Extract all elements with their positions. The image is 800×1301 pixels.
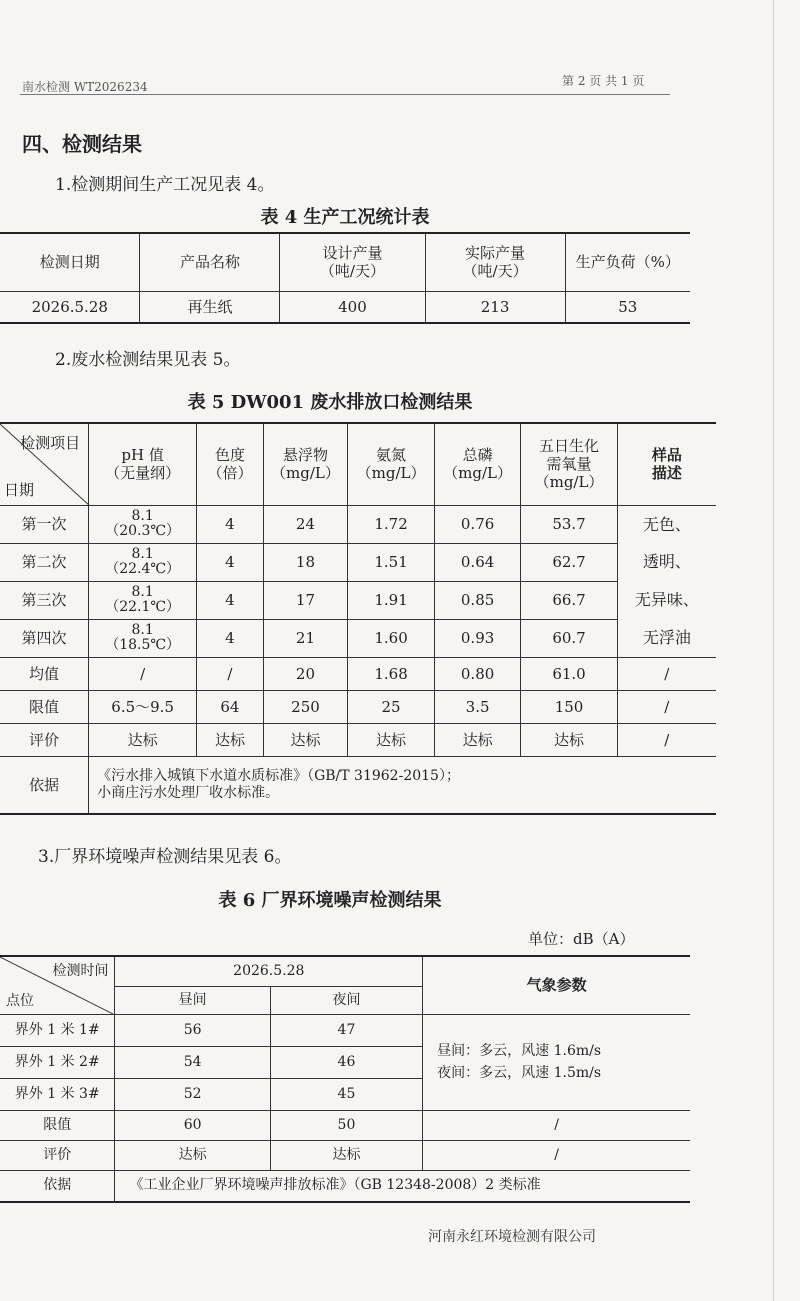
t5-eval-nh3: 达标 — [348, 723, 435, 756]
table6 — [0, 955, 690, 1203]
page-edge-line — [773, 0, 774, 1301]
t4-h-actual: 实际产量 （吨/天） — [425, 233, 565, 291]
table6-basis-row — [0, 1170, 690, 1202]
table5-row-2 — [0, 543, 716, 581]
t5-h-tp: 总磷 （mg/L） — [434, 423, 521, 505]
t6-limit-night: 50 — [270, 1110, 422, 1140]
table5 — [0, 422, 716, 815]
table5-limit-row — [0, 690, 716, 723]
t5-r2-label: 第二次 — [0, 543, 89, 581]
t6-limit-label: 限值 — [0, 1110, 115, 1140]
t6-eval-weather: / — [554, 1146, 559, 1163]
t4-design: 400 — [280, 291, 425, 323]
t6-r1-night: 47 — [270, 1014, 422, 1046]
table4-caption: 表 4 生产工况统计表 — [260, 207, 430, 228]
t5-r4-label: 第四次 — [0, 619, 89, 657]
t5-r4-ss: 21 — [263, 619, 348, 657]
t4-h-load: 生产负荷（%） — [575, 253, 680, 272]
t5-r4-color: 4 — [197, 619, 263, 657]
table5-avg-row — [0, 657, 716, 690]
t5-limit-label: 限值 — [0, 690, 89, 723]
t5-limit-bod: 150 — [521, 690, 617, 723]
t5-r1-ph: 8.1 （20.3℃） — [89, 505, 197, 543]
t5-h-ph: pH 值 （无量纲） — [89, 423, 197, 505]
t6-eval-day: 达标 — [115, 1140, 270, 1170]
table6-row-1 — [0, 1014, 690, 1046]
table4-row — [0, 291, 690, 323]
report-number: 南水检测 WT2026234 — [22, 80, 148, 94]
section-title: 四、检测结果 — [22, 132, 142, 156]
t5-avg-desc: / — [664, 664, 670, 683]
t5-h-color: 色度 （倍） — [197, 423, 263, 505]
t6-day: 昼间 — [115, 986, 270, 1014]
t5-limit-nh3: 25 — [348, 690, 435, 723]
t5-r2-color: 4 — [197, 543, 263, 581]
t4-h-date: 检测日期 — [0, 233, 140, 291]
t6-eval-label: 评价 — [0, 1140, 115, 1170]
t5-corner-cell — [0, 423, 89, 505]
t4-date: 2026.5.28 — [0, 291, 140, 323]
table5-row-3 — [0, 581, 716, 619]
t4-h-product: 产品名称 — [140, 233, 280, 291]
t5-r4-ph: 8.1 （18.5℃） — [89, 619, 197, 657]
t6-weather: 昼间：多云，风速 1.6m/s 夜间：多云，风速 1.5m/s — [437, 1042, 602, 1081]
paragraph-3: 3.厂界环境噪声检测结果见表 6。 — [38, 847, 292, 867]
t5-basis-label: 依据 — [0, 756, 89, 814]
t5-r4-nh3: 1.60 — [348, 619, 435, 657]
t5-r3-ph: 8.1 （22.1℃） — [89, 581, 197, 619]
t5-avg-tp: 0.80 — [434, 657, 521, 690]
t5-r4-bod: 60.7 — [521, 619, 617, 657]
t5-h-desc: 样品 描述 — [651, 446, 682, 483]
t5-limit-ph: 6.5～9.5 — [89, 690, 197, 723]
table5-row-1 — [0, 505, 716, 543]
paragraph-2: 2.废水检测结果见表 5。 — [55, 350, 241, 370]
t6-basis-label: 依据 — [0, 1170, 115, 1202]
table5-eval-row — [0, 723, 716, 756]
t5-r3-bod: 66.7 — [521, 581, 617, 619]
t5-r3-color: 4 — [197, 581, 263, 619]
t5-r3-ss: 17 — [263, 581, 348, 619]
table6-eval-row — [0, 1140, 690, 1170]
t6-limit-weather: / — [554, 1116, 559, 1133]
t6-corner-top: 检测时间 — [52, 963, 109, 979]
t5-avg-nh3: 1.68 — [348, 657, 435, 690]
t6-date: 2026.5.28 — [115, 956, 423, 986]
table5-caption: 表 5 DW001 废水排放口检测结果 — [187, 392, 473, 413]
t6-r3-point: 界外 1 米 3# — [0, 1078, 115, 1110]
t5-eval-label: 评价 — [0, 723, 89, 756]
t4-product: 再生纸 — [140, 291, 280, 323]
company-name: 河南永红环境检测有限公司 — [428, 1229, 596, 1245]
t5-r2-tp: 0.64 — [434, 543, 521, 581]
t5-r2-ss: 18 — [263, 543, 348, 581]
t5-limit-tp: 3.5 — [434, 690, 521, 723]
table6-header-row-1 — [0, 956, 690, 986]
t5-r1-label: 第一次 — [0, 505, 89, 543]
t5-limit-desc: / — [664, 697, 670, 716]
table5-row-4 — [0, 619, 716, 657]
t6-r1-day: 56 — [115, 1014, 270, 1046]
table6-unit: 单位：dB（A） — [528, 930, 635, 948]
header-divider — [20, 94, 670, 95]
t5-r3-nh3: 1.91 — [348, 581, 435, 619]
t6-eval-night: 达标 — [270, 1140, 422, 1170]
t5-limit-color: 64 — [197, 690, 263, 723]
t5-r3-tp: 0.85 — [434, 581, 521, 619]
t5-avg-ph: / — [89, 657, 197, 690]
t6-r3-night: 45 — [270, 1078, 422, 1110]
table6-caption: 表 6 厂界环境噪声检测结果 — [218, 890, 442, 911]
table5-header-row — [0, 423, 716, 505]
t6-corner-bottom: 点位 — [6, 992, 34, 1009]
t5-limit-ss: 250 — [263, 690, 348, 723]
t6-basis-text: 《工业企业厂界环境噪声排放标准》（GB 12348-2008）2 类标准 — [129, 1177, 541, 1194]
t5-r2-ph: 8.1 （22.4℃） — [89, 543, 197, 581]
t5-eval-tp: 达标 — [434, 723, 521, 756]
table6-limit-row — [0, 1110, 690, 1140]
t5-r4-tp: 0.93 — [434, 619, 521, 657]
t5-r1-color: 4 — [197, 505, 263, 543]
t5-r1-nh3: 1.72 — [348, 505, 435, 543]
t5-r1-ss: 24 — [263, 505, 348, 543]
t6-r2-day: 54 — [115, 1046, 270, 1078]
t5-eval-ss: 达标 — [263, 723, 348, 756]
t6-r3-day: 52 — [115, 1078, 270, 1110]
t6-corner-cell — [0, 956, 115, 1014]
t6-limit-day: 60 — [115, 1110, 270, 1140]
t4-actual: 213 — [425, 291, 565, 323]
t6-weather-header: 气象参数 — [526, 976, 587, 995]
t4-load: 53 — [618, 297, 638, 316]
t4-h-design: 设计产量 （吨/天） — [280, 233, 425, 291]
t5-h-bod: 五日生化 需氧量 （mg/L） — [521, 423, 617, 505]
t5-r1-bod: 53.7 — [521, 505, 617, 543]
t5-corner-bottom: 日期 — [4, 480, 35, 499]
t5-sample-desc: 无色、 透明、 无异味、 无浮油 — [634, 514, 699, 647]
t5-eval-desc: / — [664, 730, 670, 749]
t5-avg-bod: 61.0 — [521, 657, 617, 690]
t5-h-nh3: 氨氮 （mg/L） — [348, 423, 435, 505]
t6-r2-point: 界外 1 米 2# — [0, 1046, 115, 1078]
t5-r2-nh3: 1.51 — [348, 543, 435, 581]
table5-basis-row — [0, 756, 716, 814]
t5-eval-color: 达标 — [197, 723, 263, 756]
t5-corner-top: 检测项目 — [20, 434, 81, 452]
t5-eval-ph: 达标 — [89, 723, 197, 756]
t5-avg-label: 均值 — [0, 657, 89, 690]
t5-r1-tp: 0.76 — [434, 505, 521, 543]
page-number: 第 2 页 共 1 页 — [562, 74, 645, 88]
t6-r1-point: 界外 1 米 1# — [0, 1014, 115, 1046]
t5-avg-ss: 20 — [263, 657, 348, 690]
table4 — [0, 232, 690, 324]
t6-r2-night: 46 — [270, 1046, 422, 1078]
t5-avg-color: / — [197, 657, 263, 690]
t6-night: 夜间 — [270, 986, 422, 1014]
paragraph-1: 1.检测期间生产工况见表 4。 — [55, 175, 275, 195]
t5-r3-label: 第三次 — [0, 581, 89, 619]
t5-h-ss: 悬浮物 （mg/L） — [263, 423, 348, 505]
table4-header-row — [0, 233, 690, 291]
t5-eval-bod: 达标 — [521, 723, 617, 756]
t5-basis-text: 《污水排入城镇下水道水质标准》（GB/T 31962-2015）； 小商庄污水处理厂收水标准。 — [97, 767, 460, 801]
t5-r2-bod: 62.7 — [521, 543, 617, 581]
